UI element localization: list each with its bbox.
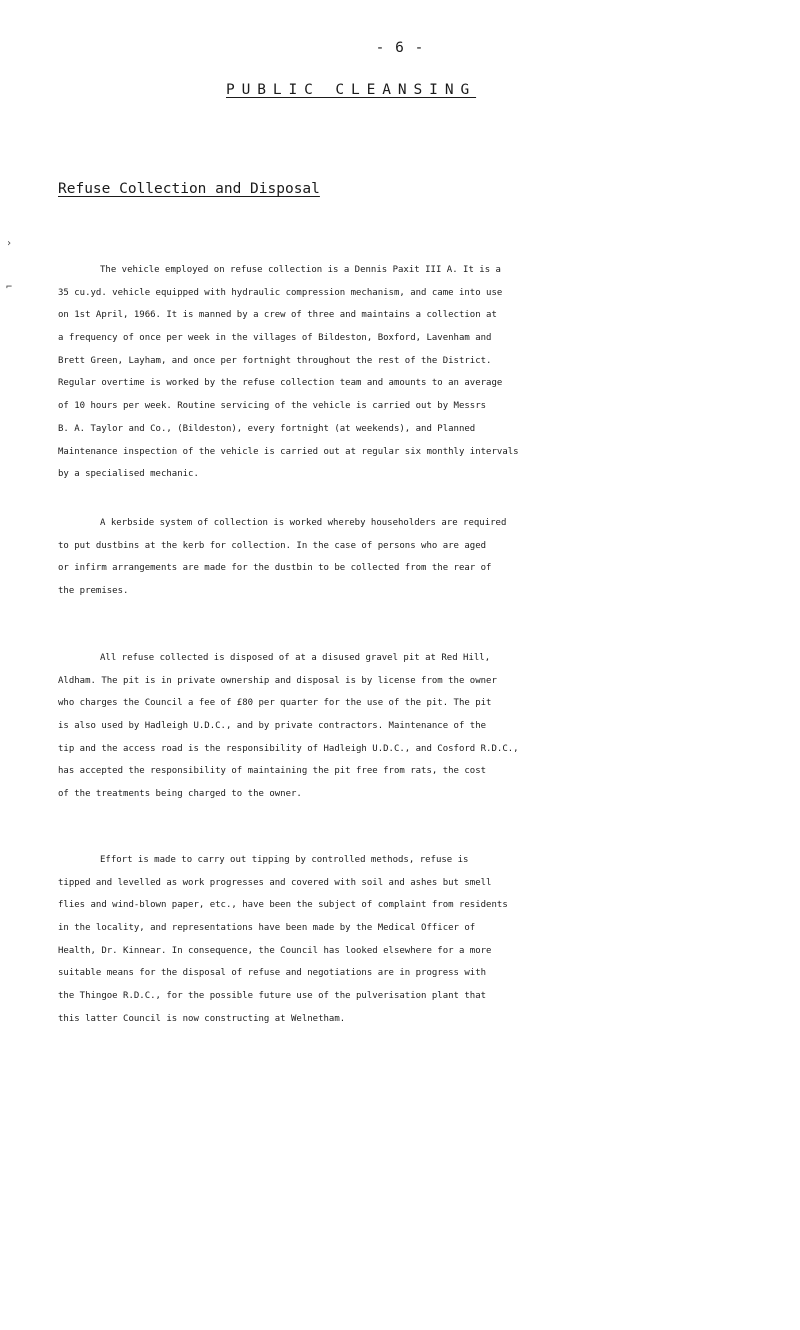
margin-tick-mark: ⌐ bbox=[6, 282, 13, 293]
paragraph-line: has accepted the responsibility of maintaining the pit free from rats, the cost bbox=[58, 766, 487, 777]
paragraph-line: Aldham. The pit is in private ownership and disposal is by license from the owner bbox=[58, 675, 497, 686]
paragraph-line: tipped and levelled as work progresses and covered with soil and ashes but smell bbox=[58, 877, 492, 888]
paragraph-line: Effort is made to carry out tipping by controlled methods, refuse is bbox=[100, 855, 469, 865]
paragraph-2-first-line bbox=[100, 512, 800, 535]
paragraph-line: is also used by Hadleigh U.D.C., and by private contractors. Maintenance of the bbox=[58, 721, 487, 732]
paragraph-line: B. A. Taylor and Co., (Bildeston), every fortnight (at weekends), and Planned bbox=[58, 423, 476, 434]
paragraph-line: this latter Council is now constructing at Welnetham. bbox=[58, 1013, 346, 1024]
paragraph-line: of the treatments being charged to the owner. bbox=[58, 789, 302, 800]
paragraph-line: Health, Dr. Kinnear. In consequence, the Council has looked elsewhere for a more bbox=[58, 945, 492, 956]
section-heading: Refuse Collection and Disposal bbox=[58, 181, 320, 197]
paragraph-line: suitable means for the disposal of refuse and negotiations are in progress with bbox=[58, 968, 487, 979]
page-number: - 6 - bbox=[375, 40, 425, 56]
paragraph-1 bbox=[58, 282, 800, 486]
page-title: PUBLIC CLEANSING bbox=[226, 82, 477, 98]
paragraph-line: a frequency of once per week in the villages of Bildeston, Boxford, Lavenham and bbox=[58, 333, 492, 344]
paragraph-line: 35 cu.yd. vehicle equipped with hydraulic compression mechanism, and came into use bbox=[58, 287, 503, 298]
margin-tick-mark: › bbox=[6, 238, 13, 249]
paragraph-line: of 10 hours per week. Routine servicing of the vehicle is carried out by Messrs bbox=[58, 401, 487, 412]
paragraph-line: The vehicle employed on refuse collection is a Dennis Paxit III A. It is a bbox=[100, 265, 501, 275]
paragraph-line: tip and the access road is the responsibility of Hadleigh U.D.C., and Cosford R.D.C., bbox=[58, 743, 519, 754]
paragraph-3 bbox=[58, 670, 800, 806]
paragraph-line: All refuse collected is disposed of at a disused gravel pit at Red Hill, bbox=[100, 653, 491, 663]
paragraph-3-first-line bbox=[100, 647, 800, 670]
paragraph-4 bbox=[58, 872, 800, 1031]
paragraph-line: the Thingoe R.D.C., for the possible future use of the pulverisation plant that bbox=[58, 991, 487, 1002]
paragraph-line: Regular overtime is worked by the refuse collection team and amounts to an average bbox=[58, 378, 503, 389]
paragraph-2 bbox=[58, 535, 800, 603]
paragraph-1-first-line bbox=[100, 259, 800, 282]
paragraph-line: A kerbside system of collection is worked whereby householders are required bbox=[100, 518, 507, 528]
paragraph-line: the premises. bbox=[58, 586, 129, 597]
paragraph-line: flies and wind-blown paper, etc., have been the subject of complaint from residents bbox=[58, 900, 508, 911]
paragraph-line: or infirm arrangements are made for the dustbin to be collected from the rear of bbox=[58, 563, 492, 574]
paragraph-line: who charges the Council a fee of £80 per quarter for the use of the pit. The pit bbox=[58, 698, 492, 709]
paragraph-line: Maintenance inspection of the vehicle is carried out at regular six monthly intervals bbox=[58, 446, 519, 457]
paragraph-line: on 1st April, 1966. It is manned by a crew of three and maintains a collection at bbox=[58, 310, 497, 321]
paragraph-line: by a specialised mechanic. bbox=[58, 469, 199, 480]
paragraph-line: in the locality, and representations have been made by the Medical Officer of bbox=[58, 923, 476, 934]
paragraph-4-first-line bbox=[100, 849, 800, 872]
paragraph-line: Brett Green, Layham, and once per fortnight throughout the rest of the District. bbox=[58, 355, 492, 366]
paragraph-line: to put dustbins at the kerb for collection. In the case of persons who are aged bbox=[58, 540, 487, 551]
